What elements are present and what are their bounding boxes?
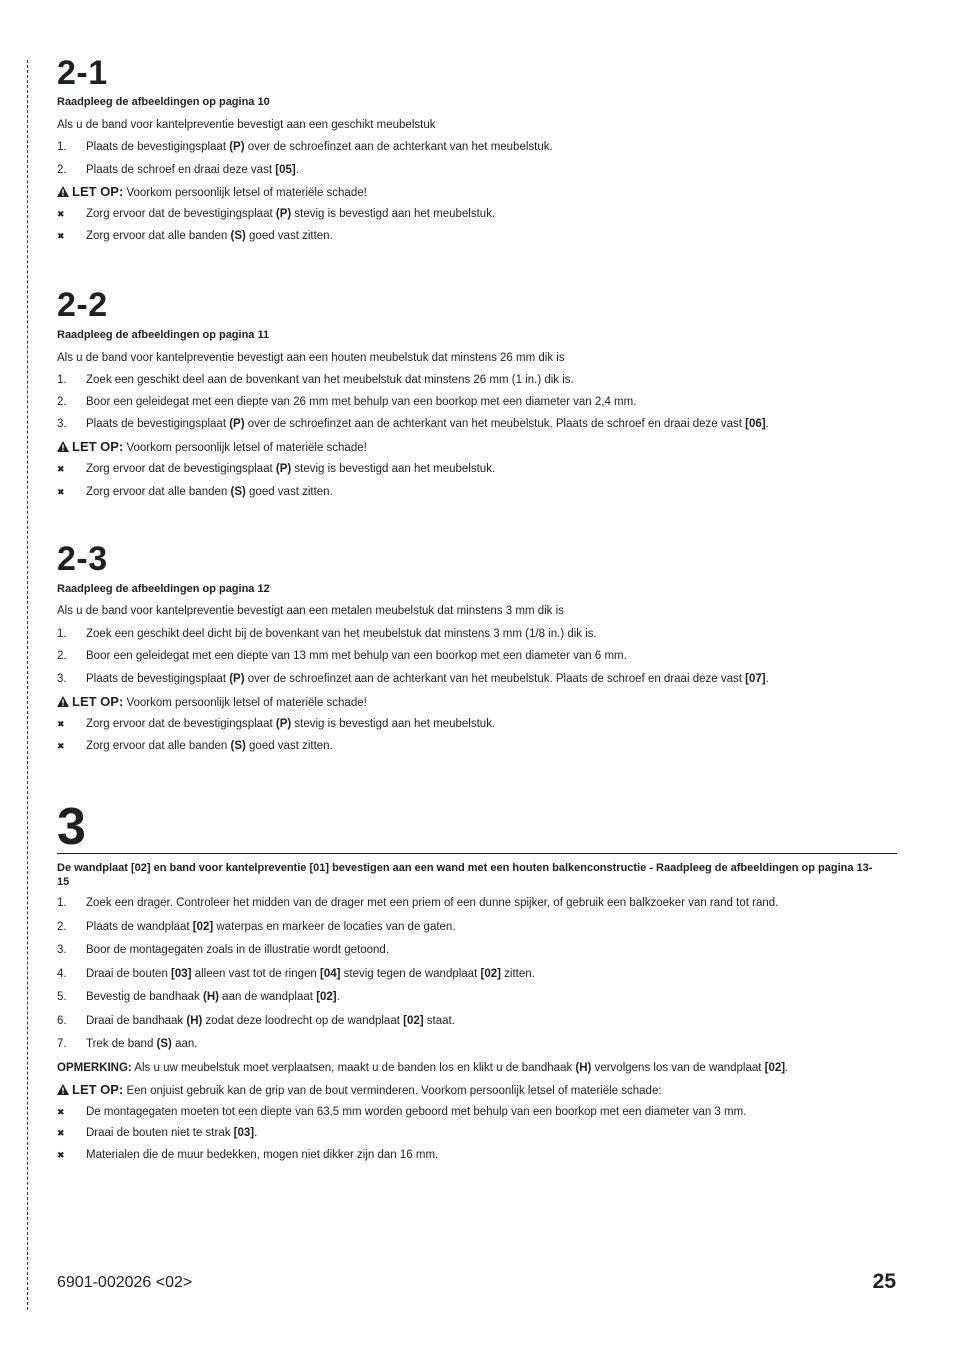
- bullet-item: ✖ Zorg ervoor dat de bevestigingsplaat (P) stevig is bevestigd aan het meubelstuk.: [57, 718, 496, 730]
- step: 2. Plaats de schroef en draai deze vast [05].: [57, 164, 299, 176]
- bullet-item: ✖ De montagegaten moeten tot een diepte van 63,5 mm worden geboord met behulp van een boorkop met een diameter van 3 mm.: [57, 1106, 747, 1118]
- warning: LET OP: Voorkom persoonlijk letsel of materiële schade!: [57, 695, 897, 710]
- bullet-icon: ✖: [57, 741, 65, 751]
- bullet-icon: ✖: [57, 464, 65, 474]
- bullet-item: ✖ Draai de bouten niet te strak [03].: [57, 1127, 258, 1139]
- step: 3. Plaats de bevestigingsplaat (P) over de schroefinzet aan de achterkant van het meubelstuk. Plaats de schroef en draai deze vast [06].: [57, 418, 769, 430]
- bullet-icon: ✖: [57, 487, 65, 497]
- section-2-2: [57, 287, 897, 499]
- step: 1. Zoek een drager. Controleer het midden van de drager met een priem of een dunne spijker, of gebruik een balkzoeker van rand tot rand.: [57, 897, 779, 909]
- bullet-item: ✖ Zorg ervoor dat alle banden (S) goed vast zitten.: [57, 486, 333, 498]
- step: 5. Bevestig de bandhaak (H) aan de wandplaat [02].: [57, 991, 340, 1003]
- step: 1. Zoek een geschikt deel aan de bovenkant van het meubelstuk dat minstens 26 mm (1 in.) dik is.: [57, 374, 574, 386]
- section-heading: 3: [57, 798, 86, 856]
- intro-text: Als u de band voor kantelpreventie bevestigt aan een metalen meubelstuk dat minstens 3 mm dik is: [57, 605, 564, 617]
- section-rule: [57, 798, 897, 856]
- section-heading: 2-1: [57, 54, 108, 92]
- section-heading: 2-2: [57, 286, 108, 324]
- step: 3. Boor de montagegaten zoals in de illustratie wordt getoond.: [57, 944, 390, 956]
- figure-reference: Raadpleeg de afbeeldingen op pagina 11: [57, 329, 270, 341]
- bullet-item: ✖ Zorg ervoor dat alle banden (S) goed vast zitten.: [57, 740, 333, 752]
- figure-reference: Raadpleeg de afbeeldingen op pagina 12: [57, 583, 270, 595]
- warning: LET OP: Een onjuist gebruik kan de grip van de bout verminderen. Voorkom persoonlijk letsel of materiële schade:: [57, 1083, 897, 1098]
- bullet-item: ✖ Zorg ervoor dat de bevestigingsplaat (P) stevig is bevestigd aan het meubelstuk.: [57, 208, 496, 220]
- section-2-1: [57, 55, 897, 243]
- bullet-icon: ✖: [57, 209, 65, 219]
- page-number: 25: [872, 1270, 896, 1293]
- step: 4. Draai de bouten [03] alleen vast tot de ringen [04] stevig tegen de wandplaat [02] zitten.: [57, 968, 535, 980]
- step: 2. Plaats de wandplaat [02] waterpas en markeer de locaties van de gaten.: [57, 921, 456, 933]
- warning-icon: [57, 1084, 69, 1095]
- warning: LET OP: Voorkom persoonlijk letsel of materiële schade!: [57, 440, 897, 455]
- warning-icon: [57, 696, 69, 707]
- note: OPMERKING: Als u uw meubelstuk moet verplaatsen, maakt u de banden los en klikt u de bandhaak (H) vervolgens los van de wandplaat [02].: [57, 1062, 789, 1074]
- warning: LET OP: Voorkom persoonlijk letsel of materiële schade!: [57, 185, 897, 200]
- figure-reference: De wandplaat [02] en band voor kantelpreventie [01] bevestigen aan een wand met een houten balkenconstructie - Raadpleeg de afbeeldingen op pagina 13-15: [57, 862, 873, 888]
- step: 1. Plaats de bevestigingsplaat (P) over de schroefinzet aan de achterkant van het meubelstuk.: [57, 141, 553, 153]
- bullet-icon: ✖: [57, 1150, 65, 1160]
- bullet-item: ✖ Materialen die de muur bedekken, mogen niet dikker zijn dan 16 mm.: [57, 1149, 439, 1161]
- section-3: [57, 798, 897, 1162]
- warning-icon: [57, 441, 69, 452]
- bullet-icon: ✖: [57, 231, 65, 241]
- section-2-3: [57, 541, 897, 753]
- step: 2. Boor een geleidegat met een diepte van 13 mm met behulp van een boorkop met een diameter van 6 mm.: [57, 650, 627, 662]
- intro-text: Als u de band voor kantelpreventie bevestigt aan een geschikt meubelstuk: [57, 119, 436, 131]
- bullet-item: ✖ Zorg ervoor dat de bevestigingsplaat (P) stevig is bevestigd aan het meubelstuk.: [57, 463, 496, 475]
- figure-reference: Raadpleeg de afbeeldingen op pagina 10: [57, 96, 270, 108]
- intro-text: Als u de band voor kantelpreventie bevestigt aan een houten meubelstuk dat minstens 26 mm dik is: [57, 352, 565, 364]
- step: 2. Boor een geleidegat met een diepte van 26 mm met behulp van een boorkop met een diameter van 2,4 mm.: [57, 396, 637, 408]
- step: 1. Zoek een geschikt deel dicht bij de bovenkant van het meubelstuk dat minstens 3 mm (1/8 in.) dik is.: [57, 628, 597, 640]
- warning-icon: [57, 186, 69, 197]
- step: 6. Draai de bandhaak (H) zodat deze loodrecht op de wandplaat [02] staat.: [57, 1015, 455, 1027]
- bullet-item: ✖ Zorg ervoor dat alle banden (S) goed vast zitten.: [57, 230, 333, 242]
- step: 3. Plaats de bevestigingsplaat (P) over de schroefinzet aan de achterkant van het meubelstuk. Plaats de schroef en draai deze vast [07].: [57, 673, 769, 685]
- cut-line: [27, 60, 28, 1310]
- section-heading: 2-3: [57, 540, 108, 578]
- bullet-icon: ✖: [57, 1128, 65, 1138]
- document-code: 6901-002026 <02>: [57, 1274, 193, 1291]
- step: 7. Trek de band (S) aan.: [57, 1038, 198, 1050]
- bullet-icon: ✖: [57, 719, 65, 729]
- bullet-icon: ✖: [57, 1107, 65, 1117]
